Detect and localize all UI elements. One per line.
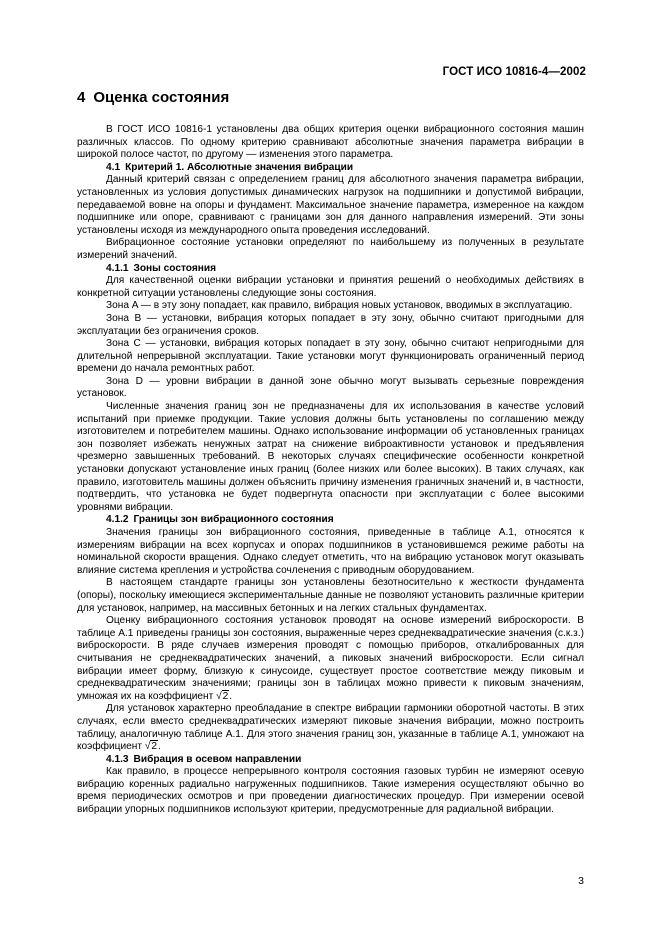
paragraph-foundation: В настоящем стандарте границы зон установлены безотносительно к жесткости фундамента (опоры), поскольку имеющиеся экспериментальные данные не позволяют установить различные критерии для установок, например, на массивных бетонных и на легких стальных фундаментах.: [77, 577, 584, 614]
paragraph-zone-a: Зона A — в эту зону попадает, как правило, вибрация новых установок, вводимых в эксплуатацию.: [106, 300, 573, 312]
sqrt-two-formula: [216, 690, 232, 702]
subsection-number: 4.1.1: [106, 262, 129, 274]
formula-end: .: [158, 741, 161, 753]
subsection-4-1-3-heading: [77, 754, 584, 767]
section-heading: [77, 89, 584, 107]
subsection-title: Границы зон вибрационного состояния: [133, 514, 334, 526]
subsection-title: Зоны состояния: [133, 262, 216, 274]
sqrt-two-formula: [145, 740, 161, 752]
page-number: 3: [578, 875, 584, 887]
paragraph-harmonic: [77, 703, 584, 753]
subsection-title: Вибрация в осевом направлении: [133, 753, 302, 765]
document-header: ГОСТ ИСО 10816-4—2002: [442, 66, 586, 78]
subsection-number: 4.1.3: [106, 753, 129, 765]
paragraph-state-determination: Вибрационное состояние установки определяют по наибольшему из полученных в результате измерений значений.: [77, 237, 584, 261]
subsection-title: Критерий 1. Абсолютные значения вибрации: [125, 161, 354, 173]
paragraph-velocity-measurement: [77, 615, 584, 703]
paragraph-intro: В ГОСТ ИСО 10816-1 установлены два общих критерия оценки вибрационного состояния машин различных классов. По одному критерию сравнивают абсолютные значения параметра вибрации в широкой полосе частот, по другому — изменения этого параметра.: [77, 124, 584, 161]
radicand: 2: [151, 741, 158, 753]
radicand: 2: [222, 690, 229, 702]
subsection-4-1-2-heading: [77, 514, 584, 527]
formula-end: .: [229, 690, 233, 702]
subsection-number: 4.1.2: [106, 514, 129, 526]
subsection-number: 4.1: [106, 161, 121, 173]
paragraph-zone-values: Значения границы зон вибрационного состояния, приведенные в таблице А.1, относятся к измерениям вибрации на всех корпусах и опорах подшипников в установившемся режиме работы на номинальной скорости вращения. Однако следует отметить, что на вибрацию установок могут оказывать влияние система крепления и устройства сочленения с приводным оборудованием.: [77, 527, 584, 576]
radical-sign: √: [216, 690, 222, 702]
section-title: Оценка состояния: [93, 89, 230, 106]
subsection-4-1-heading: [77, 162, 584, 175]
paragraph-criterion-description: Данный критерий связан с определением границ для абсолютного значения параметра вибрации, установленных из условия допустимых динамических нагрузок на подшипники и допустимой вибрации, передаваемой вовне на опоры и фундамент. Максимальное значение параметра, измеренное на каждом подшипнике или опоре, сравнивают с границами зон для данного направления измерений. Эти зоны установлены исходя из международного опыта проведения исследований.: [77, 174, 584, 236]
paragraph-axial-vibration: Как правило, в процессе непрерывного контроля состояния газовых турбин не измеряют осевую вибрацию коренных радиально нагруженных подшипников. Такие измерения осуществляют обычно во время периодических осмотров и при проведении диагностических процедур. При измерении осевой вибрации упорных подшипников используют критерии, предусмотренные для радиальной вибрации.: [77, 766, 584, 816]
section-number: 4: [77, 89, 86, 106]
page-content: [77, 89, 584, 817]
paragraph-zone-b: Зона B — установки, вибрация которых попадает в эту зону, обычно считают пригодными для эксплуатации без ограничения сроков.: [77, 312, 584, 337]
paragraph-text: Оценку вибрационного состояния установок проводят на основе измерений виброскорости. В таблице А.1 приведены границы зон состояния, выраженные через среднеквадратические значения (с.к.з.) виброскорости. В ряде случаев измерения проводят с помощью приборов, откалиброванных для считывания не среднеквадратических значений, а пиковых значений виброскорости. Если сигнал вибрации имеет форму, близкую к синусоиде, существует простое соответствие между пиковым и среднеквадратическим значениями; границы зон в таблицах можно привести к пиковым значениям, умножая их на коэффициент: [77, 615, 584, 702]
subsection-4-1-1-heading: [77, 263, 584, 276]
radical-sign: √: [144, 741, 151, 753]
paragraph-text: Для установок характерно преобладание в спектре вибрации гармоники оборотной частоты. В этих случаях, если вместо среднеквадратических измеряют пиковые значения вибрации, можно построить таблицу, аналогичную таблице А.1. Для этого значения границ зон, указанные в таблице А.1, умножают на коэффициент: [77, 703, 584, 753]
paragraph-zone-c: Зона C — установки, вибрация которых попадает в эту зону, обычно считают непригодными для длительной непрерывной эксплуатации. Такие установки могут функционировать ограниченный период времени до начала ремонтных работ.: [77, 338, 584, 375]
paragraph-zone-d: Зона D — уровни вибрации в данной зоне обычно могут вызывать серьезные повреждения установок.: [77, 375, 584, 400]
paragraph-zone-limits: Численные значения границ зон не предназначены для их использования в качестве условий испытаний при приемке продукции. Такие условия должны быть установлены по соглашению между изготовителем и потребителем машины. Однако использование информации об установленных границах зон позволяет избежать ненужных затрат на снижение виброактивности установок и предъявления чрезмерно завышенных требований. В некоторых случаях специфические особенности конкретной установки допускают установление иных границ (более низких или более высоких). В таких случаях, как правило, изготовитель машины должен объяснить причину изменения граничных значений и, в частности, подтвердить, что установка не будет подвергнута опасности при эксплуатации с более высокими уровнями вибрации.: [77, 401, 584, 513]
paragraph-zones-intro: Для качественной оценки вибрации установки и принятия решений о необходимых действиях в конкретной ситуации установлены следующие зоны состояния.: [77, 275, 584, 299]
